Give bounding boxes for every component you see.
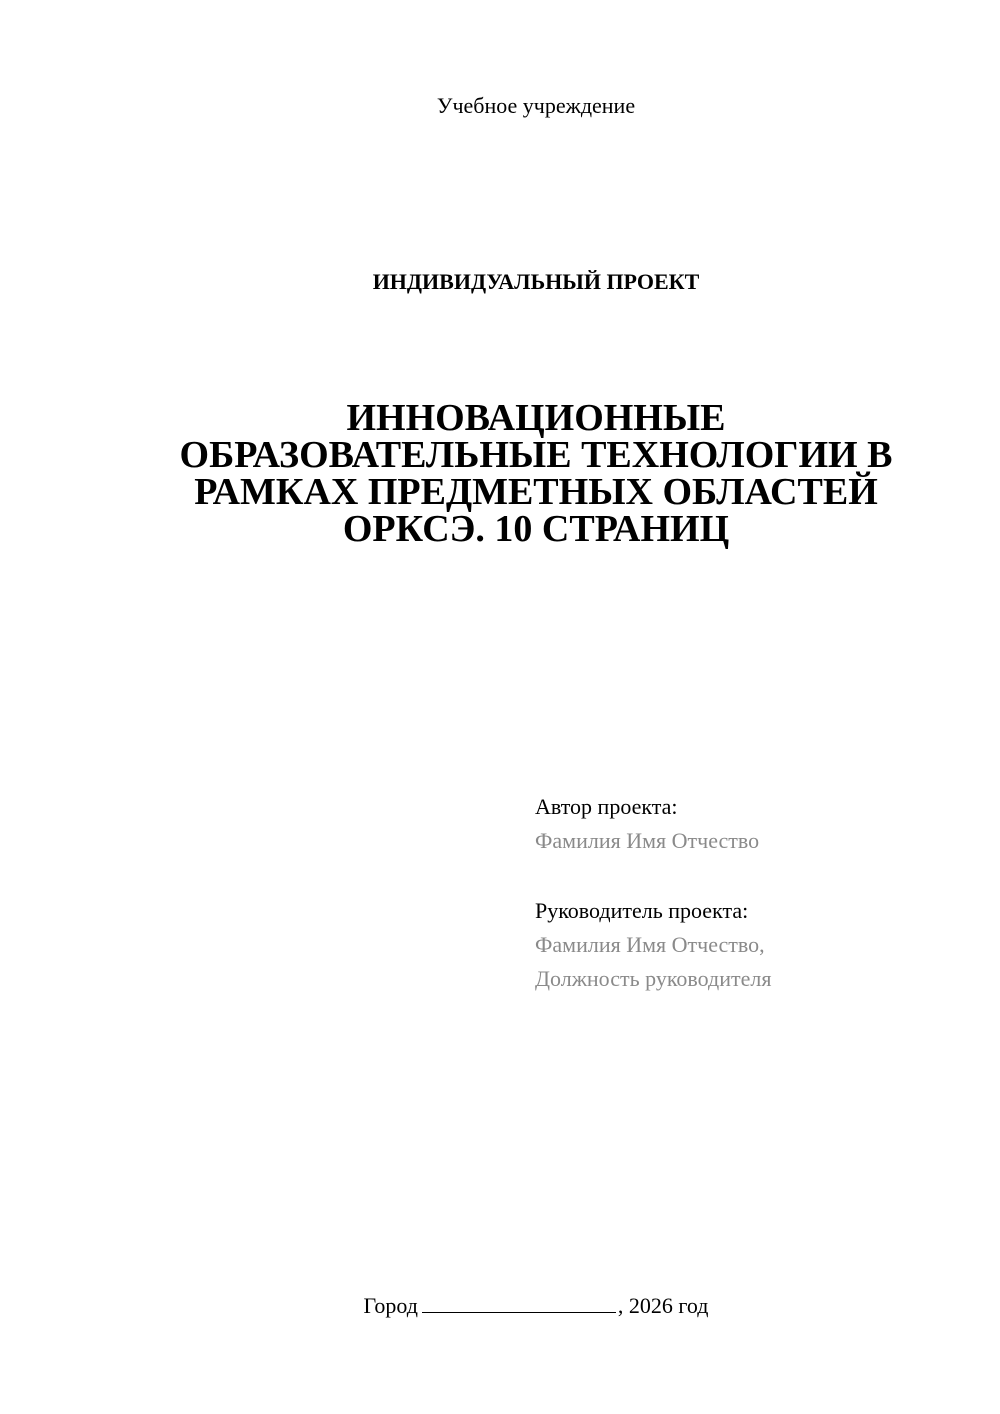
project-title-line: ОБРАЗОВАТЕЛЬНЫЕ ТЕХНОЛОГИИ В [179,434,893,476]
year-text: , 2026 год [617,1293,709,1318]
project-title-line: ИННОВАЦИОННЫЕ [346,397,726,439]
supervisor-name-placeholder: Фамилия Имя Отчество, [535,932,765,957]
project-title-line: ОРКСЭ. 10 СТРАНИЦ [342,508,730,550]
spacer [535,858,955,894]
author-name-placeholder: Фамилия Имя Отчество [535,828,760,853]
authors-block [535,790,955,996]
city-year-line [0,1290,1000,1320]
project-title [150,397,922,550]
city-label: Город [363,1293,418,1318]
project-title-line: РАМКАХ ПРЕДМЕТНЫХ ОБЛАСТЕЙ [194,471,878,513]
author-label: Автор проекта: [535,794,678,819]
project-type-heading: ИНДИВИДУАЛЬНЫЙ ПРОЕКТ [372,269,700,294]
institution-name: Учебное учреждение [436,93,636,118]
city-blank-field [422,1290,616,1313]
supervisor-position-placeholder: Должность руководителя [535,966,772,991]
supervisor-label: Руководитель проекта: [535,898,749,923]
